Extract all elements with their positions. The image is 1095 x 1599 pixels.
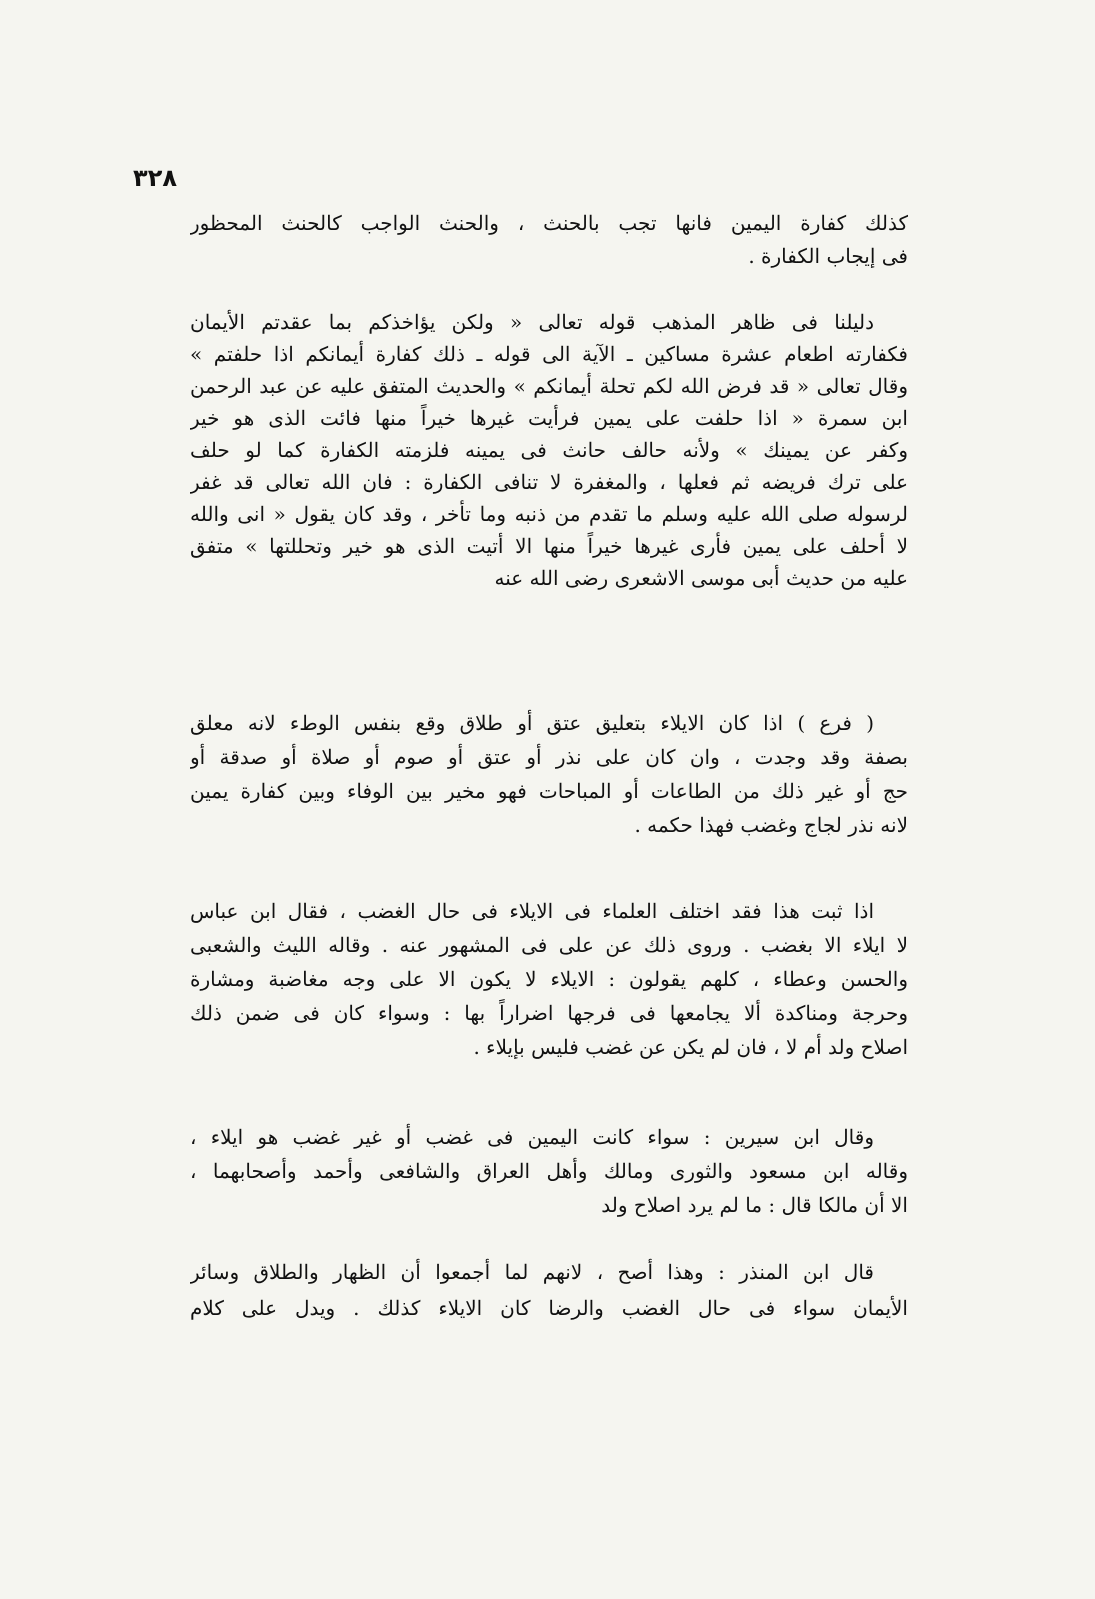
text-line: الا أن مالكا قال : ما لم يرد اصلاح ولد (601, 1193, 908, 1217)
paragraph-4 (190, 894, 908, 1064)
paragraph-1 (190, 207, 908, 273)
text-line: الأيمان سواء فى حال الغضب والرضا كان الايلاء كذلك . ويدل على كلام (190, 1296, 908, 1320)
page-number: ٣٢٨ (133, 164, 177, 192)
text-line: وكفر عن يمينك » ولأنه حالف حانث فى يمينه فلزمته الكفارة كما لو حلف (190, 438, 908, 462)
text-line: ابن سمرة « اذا حلفت على يمين فرأيت غيرها خيراً منها فائت الذى هو خير (190, 406, 908, 430)
text-line: بصفة وقد وجدت ، وان كان على نذر أو عتق أو صوم أو صلاة أو صدقة أو (190, 745, 908, 769)
text-line: وقال ابن سيرين : سواء كانت اليمين فى غضب أو غير غضب هو ايلاء ، (190, 1125, 874, 1149)
text-line: لرسوله صلى الله عليه وسلم ما تقدم من ذنبه وما تأخر ، وقد كان يقول « انى والله (190, 502, 908, 526)
text-line: على ترك فريضه ثم فعلها ، والمغفرة لا تنافى الكفارة : فان الله تعالى قد غفر (190, 470, 908, 494)
text-line: حج أو غير ذلك من الطاعات أو المباحات فهو مخير بين الوفاء وبين كفارة يمين (190, 779, 908, 803)
text-line: قال ابن المنذر : وهذا أصح ، لانهم لما أجمعوا أن الظهار والطلاق وسائر (190, 1260, 874, 1284)
text-line: لانه نذر لجاج وغضب فهذا حكمه . (634, 813, 908, 837)
text-line: وقاله ابن مسعود والثورى ومالك وأهل العراق والشافعى وأحمد وأصحابهما ، (190, 1159, 908, 1183)
text-line: فى إيجاب الكفارة . (748, 244, 908, 268)
paragraph-6 (190, 1254, 908, 1326)
paragraph-3 (190, 706, 908, 842)
text-line: فكفارته اطعام عشرة مساكين ـ الآية الى قوله ـ ذلك كفارة أيمانكم اذا حلفتم » (190, 342, 908, 366)
text-line: دليلنا فى ظاهر المذهب قوله تعالى « ولكن يؤاخذكم بما عقدتم الأيمان (190, 310, 874, 334)
text-line: كذلك كفارة اليمين فانها تجب بالحنث ، والحنث الواجب كالحنث المحظور (190, 211, 908, 235)
text-line: وقال تعالى « قد فرض الله لكم تحلة أيمانكم » والحديث المتفق عليه عن عبد الرحمن (190, 374, 908, 398)
text-line: لا ايلاء الا بغضب . وروى ذلك عن على فى المشهور عنه . وقاله الليث والشعبى (190, 933, 908, 957)
paragraph-5 (190, 1120, 908, 1222)
text-line: والحسن وعطاء ، كلهم يقولون : الايلاء لا يكون الا على وجه مغاضبة ومشارة (190, 967, 908, 991)
text-line: لا أحلف على يمين فأرى غيرها خيراً منها الا أتيت الذى هو خير وتحللتها » متفق (190, 534, 908, 558)
paragraph-2 (190, 306, 908, 594)
text-line: عليه من حديث أبى موسى الاشعرى رضى الله عنه (494, 566, 908, 590)
text-line: اصلاح ولد أم لا ، فان لم يكن عن غضب فليس بإيلاء . (473, 1035, 908, 1059)
text-line: ( فرع ) اذا كان الايلاء بتعليق عتق أو طلاق وقع بنفس الوطء لانه معلق (190, 711, 874, 735)
text-line: اذا ثبت هذا فقد اختلف العلماء فى الايلاء فى حال الغضب ، فقال ابن عباس (190, 899, 874, 923)
text-line: وحرجة ومناكدة ألا يجامعها فى فرجها اضراراً بها : وسواء كان فى ضمن ذلك (190, 1001, 908, 1025)
